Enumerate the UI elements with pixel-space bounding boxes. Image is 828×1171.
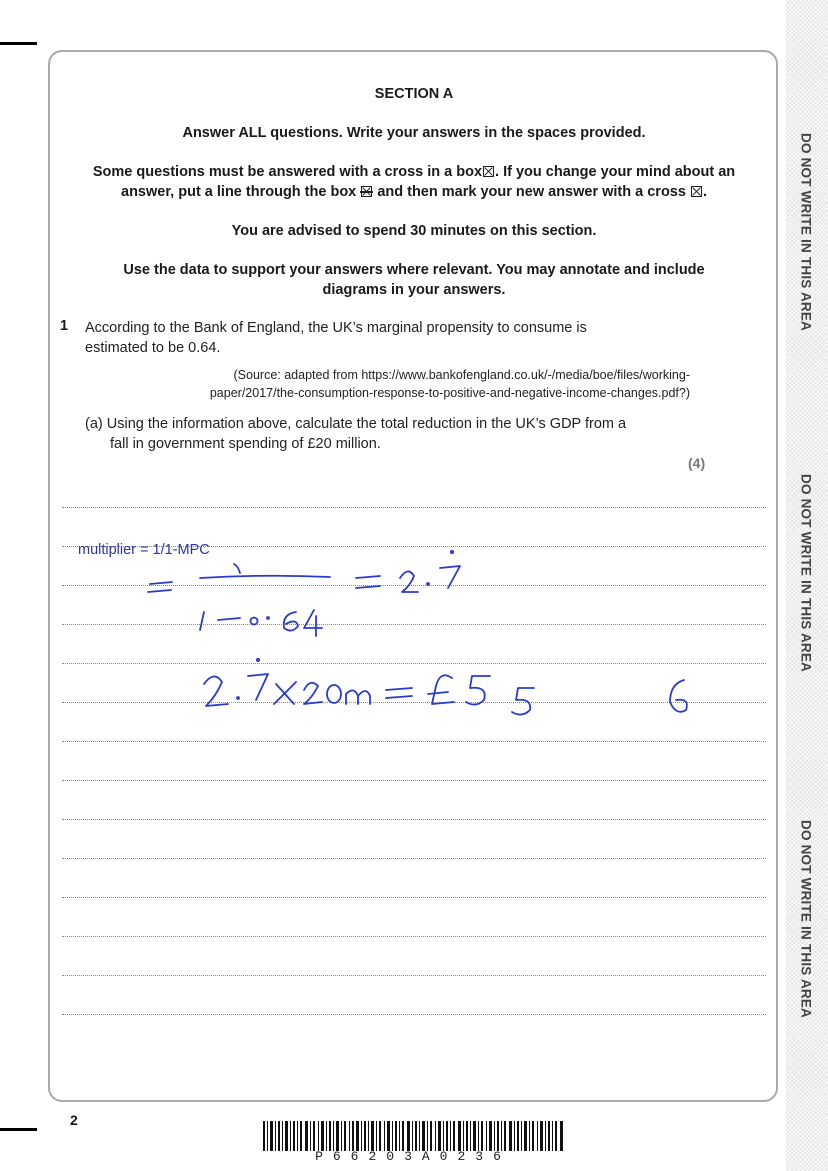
instruction-text: and then mark your new answer with a cross [377,184,686,200]
side-warning-text: DO NOT WRITE IN THIS AREA [798,474,814,672]
instruction-answer-all: Answer ALL questions. Write your answers in the spaces provided. [182,125,646,141]
barcode-icon [263,1121,563,1151]
section-title: SECTION A [374,86,454,102]
instruction-text: . [702,184,707,200]
barcode-text: P66203A0236 [315,1149,511,1164]
part-a-line: (a) Using the information above, calculate the total reduction in the UK’s GDP from a [85,416,627,432]
instruction-text: answer, put a line through the box [121,184,357,200]
part-a-line: fall in government spending of £20 million. [110,436,381,452]
instruction-text: Use the data to support your answers where relevant. You may annotate and include [123,262,705,278]
side-warning-text: DO NOT WRITE IN THIS AREA [798,820,814,1018]
source-line: paper/2017/the-consumption-response-to-positive-and-negative-income-changes.pdf?) [209,386,690,400]
instruction-text: Some questions must be answered with a cross in a box [92,164,483,180]
instruction-time: You are advised to spend 30 minutes on this section. [231,223,597,239]
typed-annotation: multiplier = 1/1-MPC [78,542,210,558]
page-number: 2 [70,1112,78,1128]
instruction-text: . If you change your mind about an [495,164,736,180]
marks-allocation: (4) [688,455,706,471]
instruction-text: diagrams in your answers. [322,282,506,298]
side-warning-text: DO NOT WRITE IN THIS AREA [798,133,814,331]
question-number: 1 [60,318,69,334]
source-line: (Source: adapted from https://www.bankofengland.co.uk/-/media/boe/files/working- [233,368,690,382]
stem-line: According to the Bank of England, the UK’s marginal propensity to consume is [85,320,587,336]
stem-line: estimated to be 0.64. [85,340,221,356]
